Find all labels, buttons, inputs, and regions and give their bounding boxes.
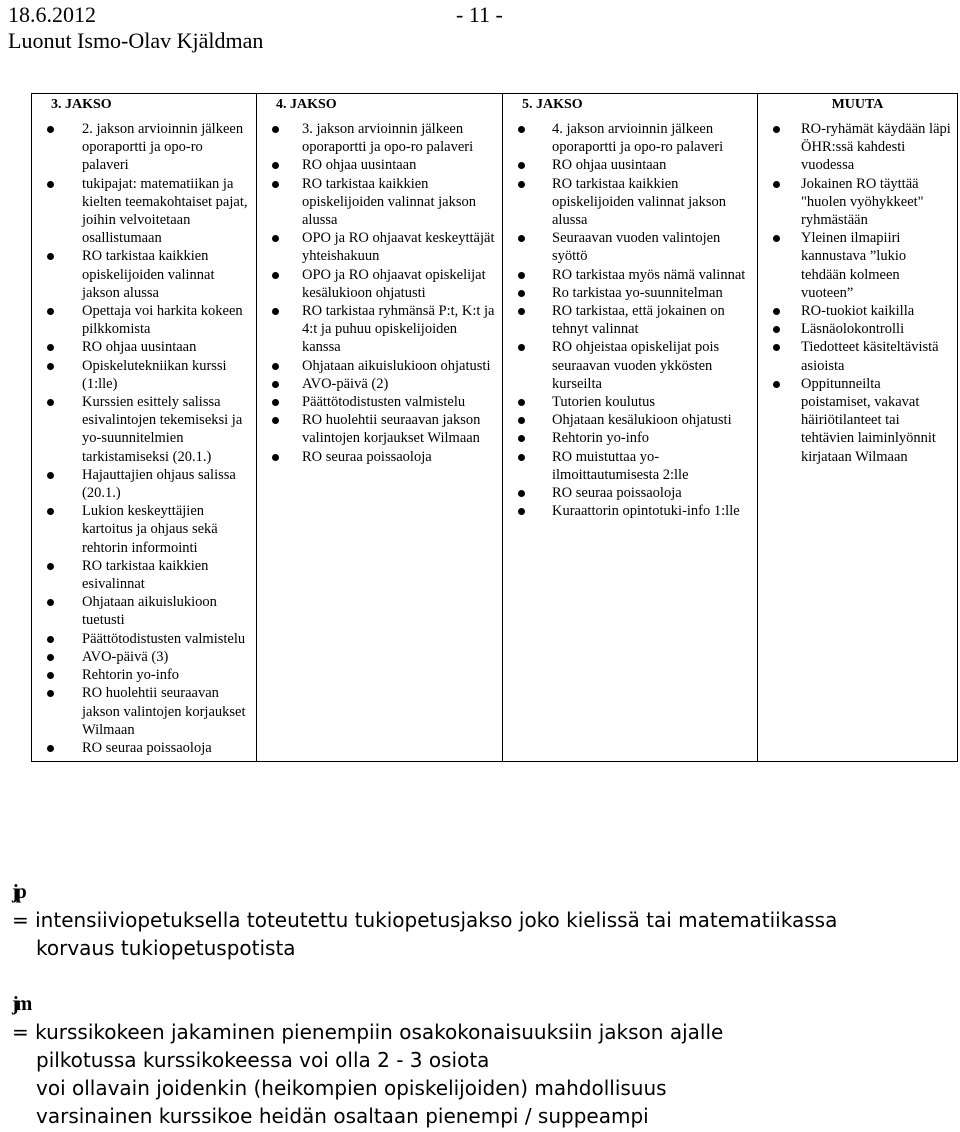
item-list bbox=[32, 120, 256, 757]
legend-jp bbox=[12, 878, 837, 962]
list-item: RO tarkistaa kaikkien opiskelijoiden valinnat jakson alussa bbox=[503, 175, 757, 230]
legend-definition: = intensiiviopetuksella toteutettu tukiopetusjakso joko kielissä tai matematiikassa bbox=[12, 908, 838, 932]
list-item: RO tarkistaa kaikkien opiskelijoiden valinnat jakson alussa bbox=[257, 175, 502, 230]
list-item: 3. jakson arvioinnin jälkeen oporaportti ja opo-ro palaveri bbox=[257, 120, 502, 156]
list-item: Tutorien koulutus bbox=[503, 393, 757, 411]
list-item: Päättötodistusten valmistelu bbox=[257, 393, 502, 411]
list-item: Ohjataan aikuislukioon ohjatusti bbox=[257, 357, 502, 375]
list-item: Kurssien esittely salissa esivalintojen tekemiseksi ja yo-suunnitelmien tarkistamiseksi (20.1.) bbox=[32, 393, 256, 466]
list-item: Lukion keskeyttäjien kartoitus ja ohjaus sekä rehtorin informointi bbox=[32, 502, 256, 557]
list-item: OPO ja RO ohjaavat keskeyttäjät yhteishakuun bbox=[257, 229, 502, 265]
list-item: Rehtorin yo-info bbox=[503, 429, 757, 447]
list-item: AVO-päivä (2) bbox=[257, 375, 502, 393]
list-item: RO seuraa poissaoloja bbox=[503, 484, 757, 502]
list-item: Yleinen ilmapiiri kannustava ”lukio tehdään kolmeen vuoteen” bbox=[758, 229, 957, 302]
page-number: - 11 - bbox=[456, 2, 503, 27]
list-item: RO ohjeistaa opiskelijat pois seuraavan vuoden ykkösten kurseilta bbox=[503, 338, 757, 393]
list-item: Ohjataan kesälukioon ohjatusti bbox=[503, 411, 757, 429]
list-item: Opiskelutekniikan kurssi (1:lle) bbox=[32, 357, 256, 393]
column-title: 4. JAKSO bbox=[276, 97, 337, 112]
list-item: AVO-päivä (3) bbox=[32, 648, 256, 666]
list-item: Läsnäolokontrolli bbox=[758, 320, 957, 338]
item-list bbox=[503, 120, 757, 520]
list-item: Jokainen RO täyttää "huolen vyöhykkeet" ryhmästään bbox=[758, 175, 957, 230]
legend-line: varsinainen kurssikoe heidän osaltaan pienempi / suppeampi bbox=[36, 1104, 649, 1128]
page-header bbox=[8, 2, 503, 54]
column-title: MUUTA bbox=[831, 97, 884, 112]
legend-definition: = kurssikokeen jakaminen pienempiin osakokonaisuuksiin jakson ajalle bbox=[12, 1020, 724, 1044]
legend-line: korvaus tukiopetuspotista bbox=[36, 936, 296, 960]
list-item: RO tarkistaa ryhmänsä P:t, K:t ja 4:t ja puhuu opiskelijoiden kanssa bbox=[257, 302, 502, 357]
list-item: Tiedotteet käsiteltävistä asioista bbox=[758, 338, 957, 374]
list-item: RO ohjaa uusintaan bbox=[32, 338, 256, 356]
item-list bbox=[758, 120, 957, 466]
list-item: Ro tarkistaa yo-suunnitelman bbox=[503, 284, 757, 302]
list-item: RO tarkistaa, että jokainen on tehnyt valinnat bbox=[503, 302, 757, 338]
list-item: RO ohjaa uusintaan bbox=[503, 156, 757, 174]
list-item: Oppitunneilta poistamiset, vakavat häiriötilanteet tai tehtävien laiminlyönnit kirjataan Wilmaan bbox=[758, 375, 957, 466]
list-item: RO muistuttaa yo-ilmoittautumisesta 2:lle bbox=[503, 448, 757, 484]
list-item: RO huolehtii seuraavan jakson valintojen korjaukset Wilmaan bbox=[257, 411, 502, 447]
list-item: RO huolehtii seuraavan jakson valintojen korjaukset Wilmaan bbox=[32, 684, 256, 739]
list-item: 2. jakson arvioinnin jälkeen oporaportti ja opo-ro palaveri bbox=[32, 120, 256, 175]
list-item: RO tarkistaa kaikkien opiskelijoiden valinnat jakson alussa bbox=[32, 247, 256, 302]
list-item: RO ohjaa uusintaan bbox=[257, 156, 502, 174]
list-item: tukipajat: matematiikan ja kielten teemakohtaiset pajat, joihin velvoitetaan osallistumaan bbox=[32, 175, 256, 248]
list-item: Hajauttajien ohjaus salissa (20.1.) bbox=[32, 466, 256, 502]
legend-term: jm bbox=[12, 993, 30, 1015]
column-jakso-5 bbox=[503, 94, 758, 762]
legend-term: jp bbox=[12, 881, 24, 903]
list-item: RO seuraa poissaoloja bbox=[32, 739, 256, 757]
header-date: 18.6.2012 bbox=[8, 2, 96, 27]
column-title: 5. JAKSO bbox=[522, 97, 583, 112]
column-muuta bbox=[758, 94, 958, 762]
list-item: Kuraattorin opintotuki-info 1:lle bbox=[503, 502, 757, 520]
header-author: Luonut Ismo-Olav Kjäldman bbox=[8, 28, 264, 53]
list-item: RO-tuokiot kaikilla bbox=[758, 302, 957, 320]
list-item: Seuraavan vuoden valintojen syöttö bbox=[503, 229, 757, 265]
list-item: RO tarkistaa myös nämä valinnat bbox=[503, 266, 757, 284]
item-list bbox=[257, 120, 502, 466]
list-item: RO seuraa poissaoloja bbox=[257, 448, 502, 466]
column-title: 3. JAKSO bbox=[51, 97, 112, 112]
legend-jm bbox=[12, 990, 723, 1130]
column-jakso-3 bbox=[32, 94, 257, 762]
list-item: Ohjataan aikuislukioon tuetusti bbox=[32, 593, 256, 629]
table-row bbox=[32, 94, 958, 762]
list-item: Päättötodistusten valmistelu bbox=[32, 630, 256, 648]
legend-line: voi ollavain joidenkin (heikompien opiskelijoiden) mahdollisuus bbox=[36, 1076, 667, 1100]
period-plan-table bbox=[31, 93, 958, 762]
column-jakso-4 bbox=[257, 94, 503, 762]
list-item: Opettaja voi harkita kokeen pilkkomista bbox=[32, 302, 256, 338]
list-item: RO-ryhämät käydään läpi ÖHR:ssä kahdesti vuodessa bbox=[758, 120, 957, 175]
list-item: Rehtorin yo-info bbox=[32, 666, 256, 684]
list-item: 4. jakson arvioinnin jälkeen oporaportti ja opo-ro palaveri bbox=[503, 120, 757, 156]
legend-line: pilkotussa kurssikokeessa voi olla 2 - 3 osiota bbox=[36, 1048, 490, 1072]
list-item: OPO ja RO ohjaavat opiskelijat kesälukioon ohjatusti bbox=[257, 266, 502, 302]
list-item: RO tarkistaa kaikkien esivalinnat bbox=[32, 557, 256, 593]
